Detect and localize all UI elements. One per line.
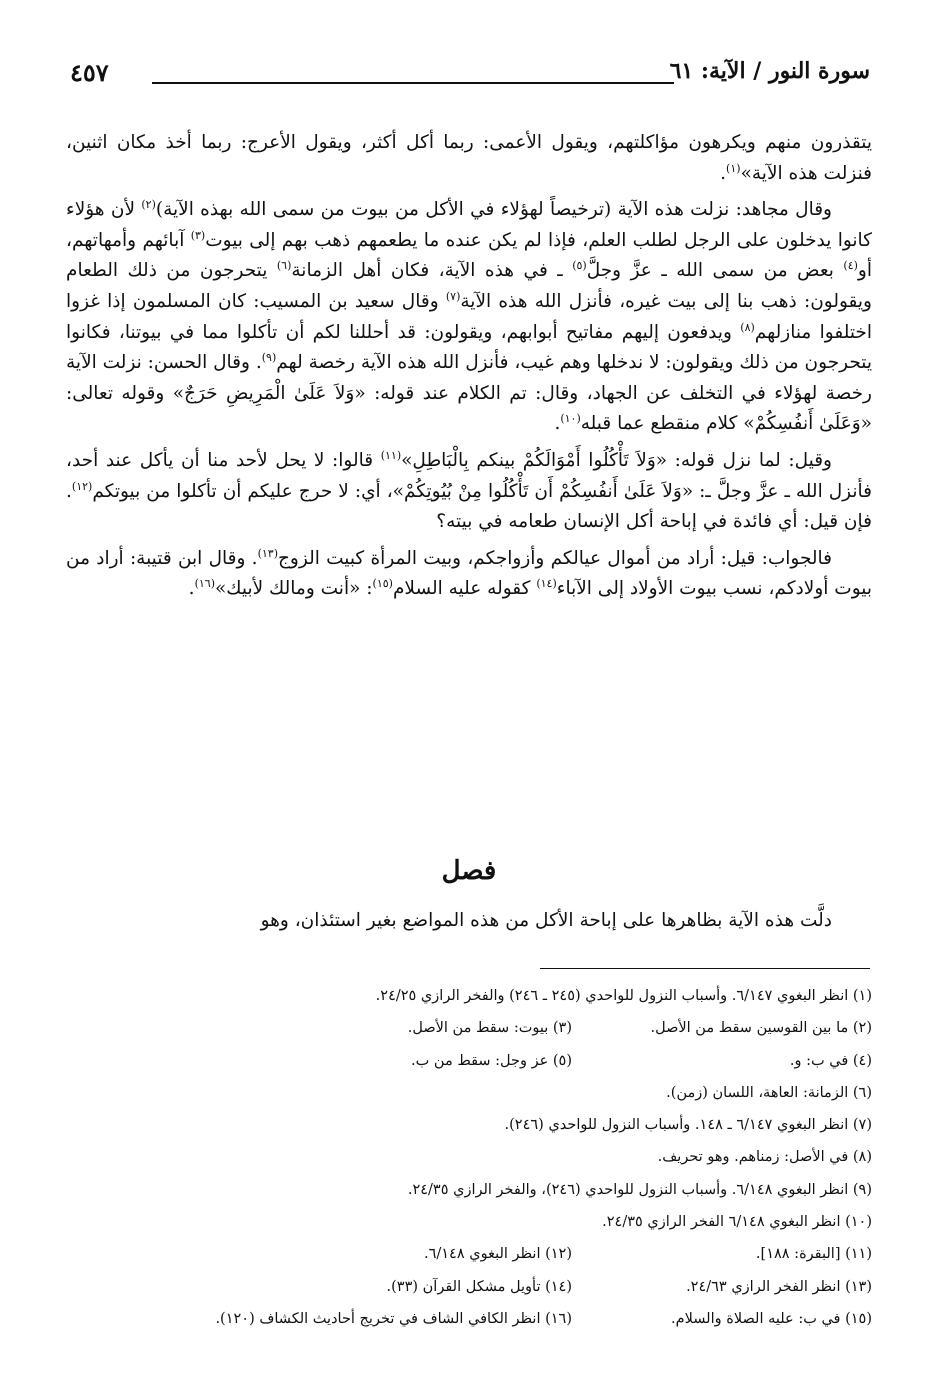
footnote-marker[interactable]: (٩) bbox=[261, 351, 277, 364]
text-segment: آبائهم وأمهاتهم، أو bbox=[66, 229, 872, 282]
footnote: (٥) عز وجل: سقط من ب. bbox=[411, 1052, 572, 1069]
footnotes bbox=[66, 980, 872, 1335]
footnote: (١٥) في ب: عليه الصلاة والسلام. bbox=[671, 1310, 872, 1327]
footnote-marker[interactable]: (٤) bbox=[843, 259, 858, 273]
footnote-marker[interactable]: (١٢) bbox=[71, 479, 93, 493]
footnote-marker[interactable]: (٣) bbox=[190, 228, 206, 242]
footnote: (١٦) انظر الكافي الشاف في تخريج أحاديث الكشاف (١٢٠). bbox=[215, 1310, 572, 1327]
footnote-row bbox=[66, 1077, 872, 1109]
footnote: (٧) انظر البغوي ٦/١٤٧ ـ ١٤٨. وأسباب النزول للواحدي (٢٤٦). bbox=[504, 1117, 872, 1134]
footnote: (٨) في الأصل: زمناهم. وهو تحريف. bbox=[657, 1149, 872, 1166]
footnote-rule bbox=[540, 968, 870, 969]
text-segment: لأن هؤلاء كانوا يدخلون على الرجل لطلب العلم، فإذا لم يكن عنده ما يطعمهم ذهب بهم إلى بيوت bbox=[66, 199, 872, 251]
footnote: (٤) في ب: و. bbox=[789, 1052, 872, 1069]
text-segment: . وقال ابن قتيبة: أراد من بيوت أولادكم، نسب بيوت الأولاد إلى الآباء bbox=[66, 547, 872, 600]
footnote-row bbox=[66, 1206, 872, 1238]
text-segment: وقال سعيد بن المسيب: كان المسلمون إذا غزوا اختلفوا منازلهم bbox=[66, 290, 872, 343]
header-rule bbox=[152, 82, 674, 84]
text-segment: . bbox=[554, 413, 561, 435]
footnote-row bbox=[66, 1012, 872, 1044]
text-segment: . bbox=[188, 578, 195, 600]
text-segment: بعض من سمى الله ـ عزَّ وجلَّ bbox=[586, 260, 844, 282]
footnote-row bbox=[66, 1174, 872, 1206]
footnote-marker[interactable]: (١٠) bbox=[560, 412, 581, 426]
text-segment: . فإن قيل: أي فائدة في إباحة أكل الإنسان طعامه في بيته؟ bbox=[66, 480, 872, 533]
text-segment: فالجواب: قيل: أراد من أموال عيالكم وأزواجكم، وبيت المرأة كبيت الزوج bbox=[277, 547, 832, 569]
page-number: ٤٥٧ bbox=[70, 58, 109, 87]
main-text bbox=[66, 128, 872, 611]
footnote-marker[interactable]: (١٦) bbox=[194, 577, 215, 591]
footnote: (١٢) انظر البغوي ٦/١٤٨. bbox=[423, 1246, 572, 1263]
header-title: سورة النور / الآية: ٦١ bbox=[669, 58, 870, 84]
footnote-marker[interactable]: (١٣) bbox=[257, 546, 278, 560]
text-segment: . bbox=[720, 162, 727, 184]
footnote-marker[interactable]: (٨) bbox=[740, 320, 755, 334]
paragraph bbox=[66, 446, 872, 538]
running-header bbox=[70, 58, 870, 92]
text-segment: : «أنت ومالك لأبيك» bbox=[214, 578, 373, 600]
text-segment: كقوله عليه السلام bbox=[392, 578, 537, 600]
text-segment: يتقذرون منهم ويكرهون مؤاكلتهم، ويقول الأعمى: ربما أكل أكثر، ويقول الأعرج: ربما أخذ مكان اثنين، فنزلت هذه الآية» bbox=[66, 132, 872, 184]
footnote-row bbox=[66, 1238, 872, 1270]
footnote: (٣) بيوت: سقط من الأصل. bbox=[407, 1020, 572, 1037]
footnote: (٩) انظر البغوي ٦/١٤٨. وأسباب النزول للواحدي (٢٤٦)، والفخر الرازي ٢٤/٣٥. bbox=[407, 1181, 872, 1198]
footnote: (١٤) تأويل مشكل القرآن (٣٣). bbox=[386, 1278, 572, 1295]
paragraph bbox=[66, 195, 872, 440]
paragraph bbox=[66, 128, 872, 189]
footnote-marker[interactable]: (١) bbox=[726, 161, 741, 175]
footnote-row bbox=[66, 1141, 872, 1173]
footnote: (١٠) انظر البغوي ٦/١٤٨ الفخر الرازي ٢٤/٣٥. bbox=[602, 1214, 872, 1231]
continuation-text: دلَّت هذه الآية بظاهرها على إباحة الأكل من هذه المواضع بغير استئذان، وهو bbox=[260, 910, 832, 931]
footnote-marker[interactable]: (٦) bbox=[276, 259, 292, 273]
footnote-row bbox=[66, 1109, 872, 1141]
footnote-row bbox=[66, 1303, 872, 1335]
text-segment: يتحرجون من ذلك الطعام ويقولون: ذهب بنا إلى بيت غيره، فأنزل الله هذه الآية bbox=[66, 260, 872, 312]
footnote: (١٣) انظر الفخر الرازي ٢٤/٦٣. bbox=[686, 1278, 872, 1295]
footnote-marker[interactable]: (١٥) bbox=[372, 577, 393, 591]
footnote: (٦) الزمانة: العاهة، اللسان (زمن). bbox=[666, 1084, 872, 1101]
footnote: (١١) [البقرة: ١٨٨]. bbox=[755, 1246, 872, 1263]
paragraph bbox=[66, 544, 872, 605]
text-segment: . وقال الحسن: نزلت الآية رخصة لهؤلاء في التخلف عن الجهاد، وقال: تم الكلام عند قوله: «وَلاَ عَلَىٰ الْمَرِيضِ حَرَجٌ» وقوله تعالى: «وَعَلَىٰ أَنفُسِكُمْ» كلام منقطع عما قبله bbox=[66, 352, 872, 435]
footnote-marker[interactable]: (٢) bbox=[141, 198, 156, 212]
text-segment: وقال مجاهد: نزلت هذه الآية (ترخيصاً لهؤلاء في الأكل من بيوت من سمى الله بهذه الآية) bbox=[155, 199, 832, 221]
footnote-row bbox=[66, 980, 872, 1012]
footnote-row bbox=[66, 1045, 872, 1077]
text-segment: وقيل: لما نزل قوله: «وَلاَ تَأْكُلُوا أَمْوَالَكُمْ بينكم بِالْبَاطِلِ» bbox=[401, 449, 832, 471]
text-segment: ـ في هذه الآية، فكان أهل الزمانة bbox=[291, 260, 573, 282]
footnote-row bbox=[66, 1271, 872, 1303]
footnote-marker[interactable]: (١٤) bbox=[536, 577, 557, 591]
footnote-marker[interactable]: (١١) bbox=[380, 448, 402, 462]
section-title: فصل bbox=[441, 856, 497, 886]
footnote: (١) انظر البغوي ٦/١٤٧. وأسباب النزول للواحدي (٢٤٥ ـ ٢٤٦) والفخر الرازي ٢٤/٢٥. bbox=[375, 988, 872, 1004]
text-segment: ويدفعون إليهم مفاتيح أبوابهم، ويقولون: قد أحللنا لكم أن تأكلوا مما في بيوتنا، فكانوا يتحرجون من ذلك ويقولون: لا ندخلها وهم غيب، فأنزل الله هذه الآية رخصة لهم bbox=[66, 321, 873, 374]
footnote-marker[interactable]: (٧) bbox=[445, 289, 461, 303]
footnote: (٢) ما بين القوسين سقط من الأصل. bbox=[650, 1020, 872, 1037]
text-segment: قالوا: لا يحل لأحد منا أن يأكل عند أحد، فأنزل الله ـ عزَّ وجلَّ ـ: «وَلاَ عَلَىٰ أَنفُسِكُمْ أَن تَأْكُلُوا مِنْ بُيُوتِكُمْ»، أي: لا حرج عليكم أن تأكلوا من بيوتكم bbox=[66, 449, 872, 502]
footnote-marker[interactable]: (٥) bbox=[572, 259, 587, 273]
